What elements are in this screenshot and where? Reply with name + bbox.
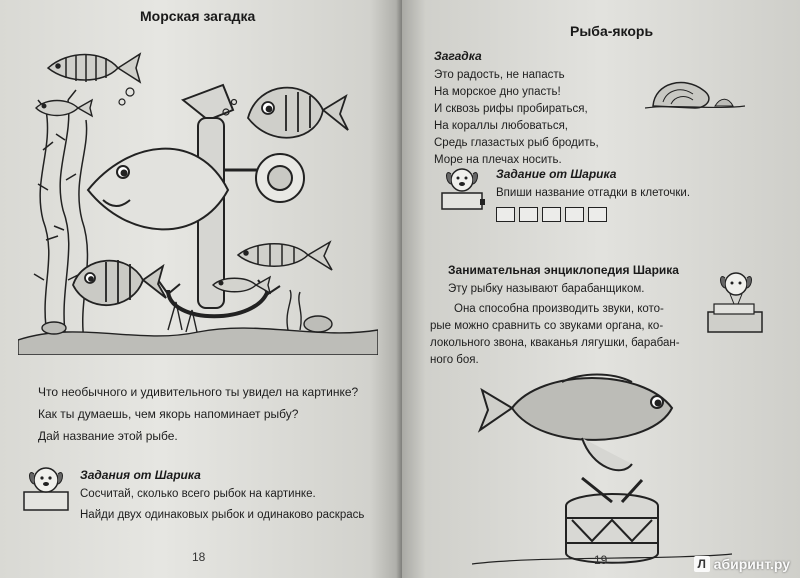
drum-icon: [566, 478, 658, 563]
riddle-line: И сквозь рифы пробираться,: [434, 103, 588, 115]
watermark-logo: [694, 556, 790, 572]
encyclopedia-line: рые можно сравнить со звуками органа, ко-: [430, 320, 664, 332]
riddle-line: Средь глазастых рыб бродить,: [434, 137, 599, 149]
encyclopedia-heading: Занимательная энциклопедия Шарика: [448, 263, 679, 277]
left-task-heading: Задания от Шарика: [80, 468, 201, 482]
small-fish-icon: [213, 277, 270, 293]
encyclopedia-line: ного боя.: [430, 354, 479, 366]
right-task-heading: Задание от Шарика: [496, 167, 617, 181]
riddle-heading: Загадка: [434, 49, 482, 63]
riddle-line: На кораллы любоваться,: [434, 120, 568, 132]
task-line: Сосчитай, сколько всего рыбок на картинке.: [80, 488, 316, 500]
riddle-line: На морское дно упасть!: [434, 86, 561, 98]
dog-reading-icon: [704, 268, 766, 334]
drummer-fish-illustration: [472, 368, 732, 568]
question-line: Дай название этой рыбе.: [38, 429, 178, 443]
round-fish-icon: [248, 88, 348, 138]
drummer-fish-icon: [480, 375, 672, 471]
left-page-number: 18: [192, 550, 206, 564]
watermark-text: абиринт.ру: [713, 556, 790, 572]
question-line: Что необычного и удивительного ты увидел на картинке?: [38, 385, 359, 399]
sea-anchor-illustration: [18, 40, 378, 355]
answer-cell[interactable]: [496, 207, 515, 222]
encyclopedia-line: Она способна производить звуки, кото-: [454, 303, 664, 315]
question-line: Как ты думаешь, чем якорь напоминает рыбу?: [38, 407, 299, 421]
riddle-line: Это радость, не напасть: [434, 69, 565, 81]
right-page: [402, 0, 800, 578]
left-page-title: Морская загадка: [140, 8, 256, 24]
task-line: Найди двух одинаковых рыбок и одинаково раскрась: [80, 509, 365, 521]
answer-cell[interactable]: [542, 207, 561, 222]
small-fish-icon: [36, 100, 92, 116]
answer-cells[interactable]: [496, 207, 611, 222]
seaweed-icon: [34, 90, 87, 340]
seashell-icon: [645, 72, 745, 112]
riddle-line: Море на плечах носить.: [434, 154, 562, 166]
labirint-logo-icon: Л: [694, 556, 710, 572]
spotted-fish-icon: [73, 260, 166, 305]
right-page-number: 19: [594, 553, 608, 567]
encyclopedia-line: локольного звона, кваканья лягушки, барабан-: [430, 337, 680, 349]
sharik-dog-icon: [18, 462, 74, 514]
sharik-dog-icon: [438, 163, 488, 211]
answer-cell[interactable]: [565, 207, 584, 222]
encyclopedia-line: Эту рыбку называют барабанщиком.: [448, 283, 645, 295]
answer-cell[interactable]: [519, 207, 538, 222]
striped-fish-icon: [48, 54, 140, 82]
answer-cell[interactable]: [588, 207, 607, 222]
striped-fish-icon: [238, 242, 332, 270]
right-task-text: Впиши название отгадки в клеточки.: [496, 187, 691, 199]
right-page-title: Рыба-якорь: [570, 23, 654, 39]
